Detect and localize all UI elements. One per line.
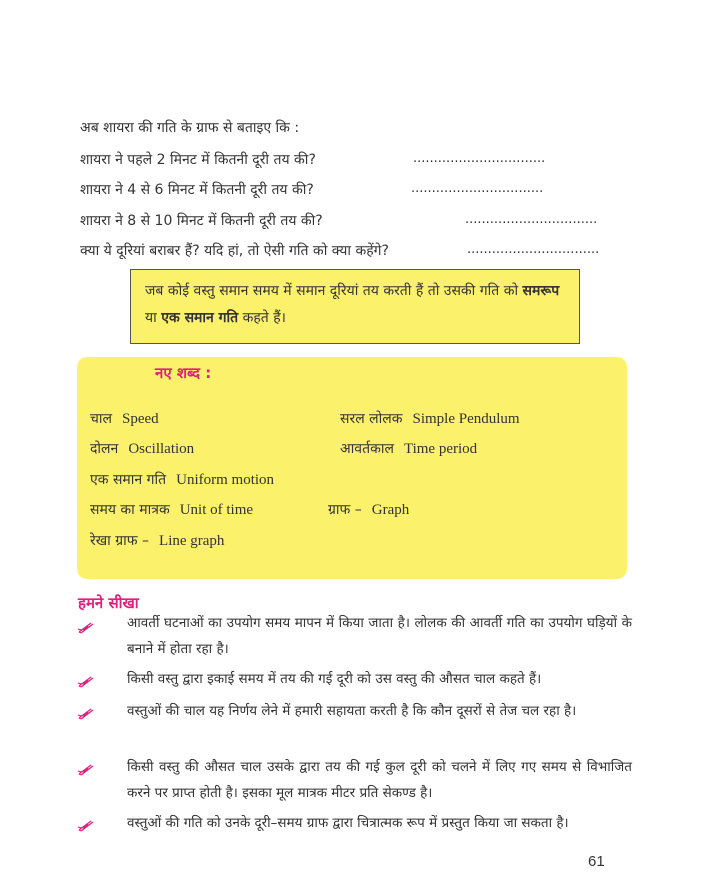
word-line-graph xyxy=(90,531,224,550)
learned-point-2: किसी वस्तु द्वारा इकाई समय में तय की गई दूरी को उस वस्तु की औसत चाल कहते हैं। xyxy=(127,671,542,687)
answer-blank-4: ................................ xyxy=(467,242,600,257)
word-graph xyxy=(328,500,409,519)
word-hi: चाल xyxy=(90,411,113,427)
word-hi: आवर्तकाल xyxy=(340,441,394,457)
pen-bullet-icon xyxy=(77,620,95,634)
answer-blank-2: ................................ xyxy=(411,181,544,196)
learned-point-4: किसी वस्तु की औसत चाल उसके द्वारा तय की गई कुल दूरी को चलने में लिए गए समय से विभाजित करने पर प्राप्त होती है। इसका मूल मात्रक मीटर प्रति सेकण्ड है। xyxy=(127,759,632,801)
word-unit-of-time xyxy=(90,500,253,519)
definition-text-1: जब कोई वस्तु समान समय में समान दूरियां तय करती हैं तो उसकी गति को xyxy=(145,283,523,299)
word-en: Simple Pendulum xyxy=(412,411,520,427)
question-4: क्या ये दूरियां बराबर हैं? यदि हां, तो ऐसी गति को क्या कहेंगे? xyxy=(80,243,389,259)
word-time-period xyxy=(340,439,477,458)
word-speed xyxy=(90,409,159,428)
word-oscillation xyxy=(90,439,194,458)
answer-blank-1: ................................ xyxy=(413,151,546,166)
word-simple-pendulum xyxy=(340,409,520,428)
question-2: शायरा ने 4 से 6 मिनट में कितनी दूरी तय की? xyxy=(80,182,314,198)
word-hi: रेखा ग्राफ – xyxy=(90,533,150,549)
definition-box xyxy=(130,269,580,344)
word-en: Graph xyxy=(371,502,410,518)
learned-title: हमने सीखा xyxy=(78,594,139,612)
definition-text-2: या xyxy=(145,310,162,326)
pen-bullet-icon xyxy=(77,674,95,688)
question-intro: अब शायरा की गति के ग्राफ से बताइए कि : xyxy=(80,120,300,136)
definition-term-uniform: समरूप xyxy=(522,283,560,299)
definition-text-3: कहते हैं। xyxy=(238,310,286,326)
learned-point-5: वस्तुओं की गति को उनके दूरी–समय ग्राफ द्वारा चित्रात्मक रूप में प्रस्तुत किया जा सकता है। xyxy=(127,815,569,831)
pen-bullet-icon xyxy=(77,706,95,720)
word-hi: ग्राफ – xyxy=(328,502,362,518)
word-en: Unit of time xyxy=(179,502,254,518)
question-3: शायरा ने 8 से 10 मिनट में कितनी दूरी तय की? xyxy=(80,213,323,229)
word-en: Oscillation xyxy=(128,441,195,457)
question-1: शायरा ने पहले 2 मिनट में कितनी दूरी तय की? xyxy=(80,152,316,168)
new-words-title: नए शब्द : xyxy=(155,364,212,382)
learned-point-1: आवर्ती घटनाओं का उपयोग समय मापन में किया जाता है। लोलक की आवर्ती गति का उपयोग घड़ियों के बनाने में होता रहा है। xyxy=(127,615,632,657)
word-hi: दोलन xyxy=(90,441,119,457)
word-en: Time period xyxy=(403,441,478,457)
word-hi: एक समान गति xyxy=(90,472,167,488)
word-hi: सरल लोलक xyxy=(340,411,403,427)
pen-bullet-icon xyxy=(77,762,95,776)
word-hi: समय का मात्रक xyxy=(90,502,170,518)
word-en: Line graph xyxy=(159,533,225,549)
answer-blank-3: ................................ xyxy=(465,212,598,227)
page-number: 61 xyxy=(588,853,605,870)
word-en: Speed xyxy=(122,411,159,427)
word-en: Uniform motion xyxy=(176,472,275,488)
word-uniform-motion xyxy=(90,470,274,489)
pen-bullet-icon xyxy=(77,818,95,832)
definition-term-uniform-motion: एक समान गति xyxy=(161,310,239,326)
learned-point-3: वस्तुओं की चाल यह निर्णय लेने में हमारी सहायता करती है कि कौन दूसरों से तेज चल रहा है। xyxy=(127,703,577,719)
